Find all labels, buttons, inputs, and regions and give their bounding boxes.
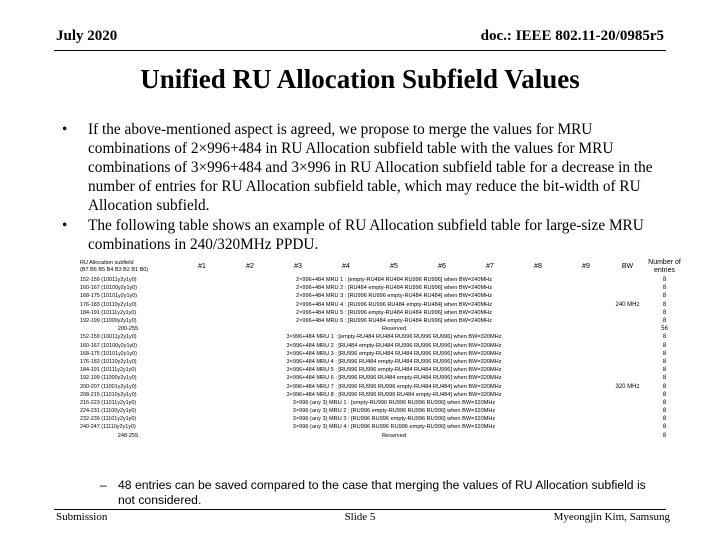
cell-ru-description: 2×996+484 MRU 2 : [RU484 empty-RU484 RU996 RU996] when BW=240MHz bbox=[295, 285, 493, 292]
bullet-text: If the above-mentioned aspect is agreed, we propose to merge the values for MRU combinations of 2×996+484 in RU Allocation subfield table with the values for MRU combinations of 3×996+484 and 3×996 in RU Allocation subfield table for a decrease in the number of entries for RU Allocation subfield table, which may reduce the bit-width of RU Allocation subfield. bbox=[88, 121, 653, 214]
cell-bandwidth: 240 MHz bbox=[615, 301, 640, 308]
table-row bbox=[78, 309, 684, 317]
cell-subfield-code: 216-223 (11011y2y1y0) bbox=[80, 399, 137, 406]
table-row bbox=[78, 423, 684, 431]
cell-ru-description: 2×996+484 MRU 4 : [RU996 RU996 RU484 empty-RU484] when BW=240MHz bbox=[295, 301, 493, 308]
table-row bbox=[78, 374, 684, 382]
cell-entry-count: 56 bbox=[661, 326, 668, 333]
bullet-item bbox=[56, 216, 666, 254]
footer-slide-number: Slide 5 bbox=[344, 511, 376, 523]
cell-entry-count: 8 bbox=[662, 309, 667, 316]
cell-subfield-code: 176-183 (10110y2y1y0) bbox=[80, 301, 137, 308]
cell-subfield-code: 200-255 bbox=[117, 326, 139, 333]
cell-ru-description: 2×996+484 MRU 6 : [RU996 RU484 empty-RU484 RU996] when BW=240MHz bbox=[295, 318, 493, 325]
cell-ru-description: 2×996+484 MRU 3 : [RU996 RU996 empty-RU484 RU484] when BW=240MHz bbox=[295, 293, 493, 300]
header-col-4: #4 bbox=[342, 263, 350, 270]
cell-ru-description: 3×996 (any 3) MRU 3 : [RU996 RU996 empty-RU996 RU996] when BW=320MHz bbox=[292, 416, 496, 423]
cell-entry-count: 8 bbox=[662, 277, 667, 284]
cell-ru-description: 3×996+484 MRU 1 : [empty-RU484 RU484 RU996 RU996 RU996] when BW=320MHz bbox=[286, 334, 502, 341]
table-row bbox=[78, 382, 684, 390]
footer-author: Myeongjin Kim, Samsung bbox=[553, 511, 670, 523]
cell-entry-count: 8 bbox=[662, 408, 667, 415]
cell-ru-description: 3×996 (any 3) MRU 1 : [empty-RU996 RU996 RU996 RU996] when BW=320MHz bbox=[292, 399, 496, 406]
bullet-text: The following table shows an example of RU Allocation subfield table for large-size MRU combinations in 240/320MHz PPDU. bbox=[88, 217, 644, 253]
cell-ru-description: 3×996+484 MRU 3 : [RU996 empty-RU484 RU484 RU996 RU996] when BW=320MHz bbox=[286, 350, 502, 357]
cell-subfield-code: 184-191 (10111y2y1y0) bbox=[80, 367, 137, 374]
cell-ru-description: 3×996+484 MRU 4 : [RU996 RU484 empty-RU484 RU996 RU996] when BW=320MHz bbox=[286, 358, 502, 365]
cell-entry-count: 8 bbox=[662, 416, 667, 423]
table-row bbox=[78, 342, 684, 350]
cell-entry-count: 8 bbox=[662, 391, 667, 398]
table-row bbox=[78, 333, 684, 341]
cell-ru-description: Reserved bbox=[382, 432, 406, 439]
cell-entry-count: 8 bbox=[662, 375, 667, 382]
cell-ru-description: 2×996+484 MRU 1 : [empty-RU484 RU484 RU996 RU996] when BW=240MHz bbox=[295, 277, 493, 284]
header-col-3: #3 bbox=[294, 263, 302, 270]
cell-subfield-code: 200-207 (11001y2y1y0) bbox=[80, 383, 137, 390]
table-row bbox=[78, 415, 684, 423]
cell-ru-description: 3×996+484 MRU 8 : [RU996 RU996 RU996 RU484 empty-RU484] when BW=320MHz bbox=[286, 391, 502, 398]
cell-subfield-code: 224-231 (11100y2y1y0) bbox=[80, 408, 137, 415]
cell-entry-count: 8 bbox=[662, 285, 667, 292]
header-col-9: #9 bbox=[582, 263, 590, 270]
ru-allocation-table bbox=[78, 258, 684, 440]
header-divider bbox=[54, 50, 666, 51]
header-col-7: #7 bbox=[486, 263, 494, 270]
bullet-item bbox=[56, 120, 666, 215]
cell-subfield-code: 152-159 (10011y2y1y0) bbox=[80, 334, 137, 341]
cell-entry-count: 8 bbox=[662, 358, 667, 365]
cell-subfield-code: 208-215 (11010y2y1y0) bbox=[80, 391, 137, 398]
bullet-dot-icon: • bbox=[62, 121, 68, 138]
header-doc-id: doc.: IEEE 802.11-20/0985r5 bbox=[480, 28, 664, 44]
cell-ru-description: 3×996+484 MRU 5 : [RU996 RU996 empty-RU484 RU484 RU996] when BW=320MHz bbox=[286, 367, 502, 374]
header-col-5: #5 bbox=[390, 263, 398, 270]
header-col-1: #1 bbox=[198, 263, 206, 270]
cell-ru-description: 3×996+484 MRU 7 : [RU996 RU996 RU996 empty-RU484 RU484] when BW=320MHz bbox=[286, 383, 502, 390]
cell-entry-count: 8 bbox=[662, 432, 667, 439]
cell-entry-count: 8 bbox=[662, 342, 667, 349]
table-row bbox=[78, 407, 684, 415]
footer-submission: Submission bbox=[56, 511, 108, 523]
cell-subfield-code: 192-199 (11000y2y1y0) bbox=[80, 318, 137, 325]
table-row bbox=[78, 399, 684, 407]
cell-entry-count: 8 bbox=[662, 383, 667, 390]
cell-entry-count: 8 bbox=[662, 399, 667, 406]
sub-bullet-text: 48 entries can be saved compared to the case that merging the values of RU Allocation subfield is not considered. bbox=[118, 478, 646, 507]
header-col-6: #6 bbox=[438, 263, 446, 270]
cell-ru-description: 3×996+484 MRU 2 : [RU484 empty-RU484 RU996 RU996 RU996] when BW=320MHz bbox=[286, 342, 502, 349]
header-bw: BW bbox=[621, 263, 634, 270]
table-row bbox=[78, 284, 684, 292]
cell-subfield-code: 240-247 (11110y2y1y0) bbox=[80, 424, 136, 431]
table-row bbox=[78, 276, 684, 284]
cell-entry-count: 8 bbox=[662, 293, 667, 300]
cell-subfield-code: 160-167 (10100y2y1y0) bbox=[80, 285, 137, 292]
table-header-row bbox=[78, 258, 684, 276]
table-row bbox=[78, 391, 684, 399]
cell-subfield-code: 168-175 (10101y2y1y0) bbox=[80, 350, 137, 357]
cell-ru-description: 2×996+484 MRU 5 : [RU996 empty-RU484 RU484 RU996] when BW=240MHz bbox=[295, 309, 493, 316]
table-row bbox=[78, 317, 684, 325]
table-row bbox=[78, 325, 684, 333]
cell-entry-count: 8 bbox=[662, 334, 667, 341]
cell-entry-count: 8 bbox=[662, 301, 667, 308]
cell-subfield-code: 192-199 (11000y2y1y0) bbox=[80, 375, 137, 382]
bullet-dot-icon: • bbox=[62, 217, 68, 234]
sub-bullet-dash: – bbox=[100, 478, 107, 492]
cell-subfield-code: 160-167 (10100y2y1y0) bbox=[80, 342, 137, 349]
cell-ru-description: 3×996+484 MRU 6 : [RU996 RU996 RU484 empty-RU484 RU996] when BW=320MHz bbox=[286, 375, 502, 382]
cell-entry-count: 8 bbox=[662, 367, 667, 374]
cell-bandwidth: 320 MHz bbox=[615, 383, 640, 390]
header-ru-allocation: RU Allocation subfield (B7 B6 B5 B4 B3 B2 B1 B0) bbox=[80, 260, 149, 273]
header-date: July 2020 bbox=[56, 28, 118, 44]
slide-title: Unified RU Allocation Subfield Values bbox=[140, 64, 580, 94]
cell-subfield-code: 152-159 (10011y2y1y0) bbox=[80, 277, 137, 284]
cell-ru-description: Reserved bbox=[382, 326, 406, 333]
header-col-8: #8 bbox=[534, 263, 542, 270]
table-row bbox=[78, 366, 684, 374]
cell-subfield-code: 248-255 bbox=[117, 432, 139, 439]
cell-ru-description: 3×996 (any 3) MRU 2 : [RU996 empty-RU996 RU996 RU996] when BW=320MHz bbox=[292, 408, 496, 415]
table-row bbox=[78, 292, 684, 300]
cell-entry-count: 8 bbox=[662, 350, 667, 357]
table-row bbox=[78, 301, 684, 309]
cell-subfield-code: 184-191 (10111y2y1y0) bbox=[80, 309, 137, 316]
cell-subfield-code: 176-183 (10110y2y1y0) bbox=[80, 358, 137, 365]
table-row bbox=[78, 350, 684, 358]
cell-ru-description: 3×996 (any 3) MRU 4 : [RU996 RU996 RU996 empty-RU996] when BW=320MHz bbox=[292, 424, 496, 431]
table-row bbox=[78, 432, 684, 440]
cell-entry-count: 8 bbox=[662, 424, 667, 431]
cell-subfield-code: 232-239 (11101y2y1y0) bbox=[80, 416, 137, 423]
sub-bullet bbox=[100, 478, 660, 508]
footer-divider bbox=[54, 509, 666, 510]
header-col-2: #2 bbox=[246, 263, 254, 270]
bullet-list bbox=[56, 120, 666, 255]
table-row bbox=[78, 358, 684, 366]
cell-subfield-code: 168-175 (10101y2y1y0) bbox=[80, 293, 137, 300]
cell-entry-count: 8 bbox=[662, 318, 667, 325]
header-entries: Number of entries bbox=[648, 259, 681, 274]
